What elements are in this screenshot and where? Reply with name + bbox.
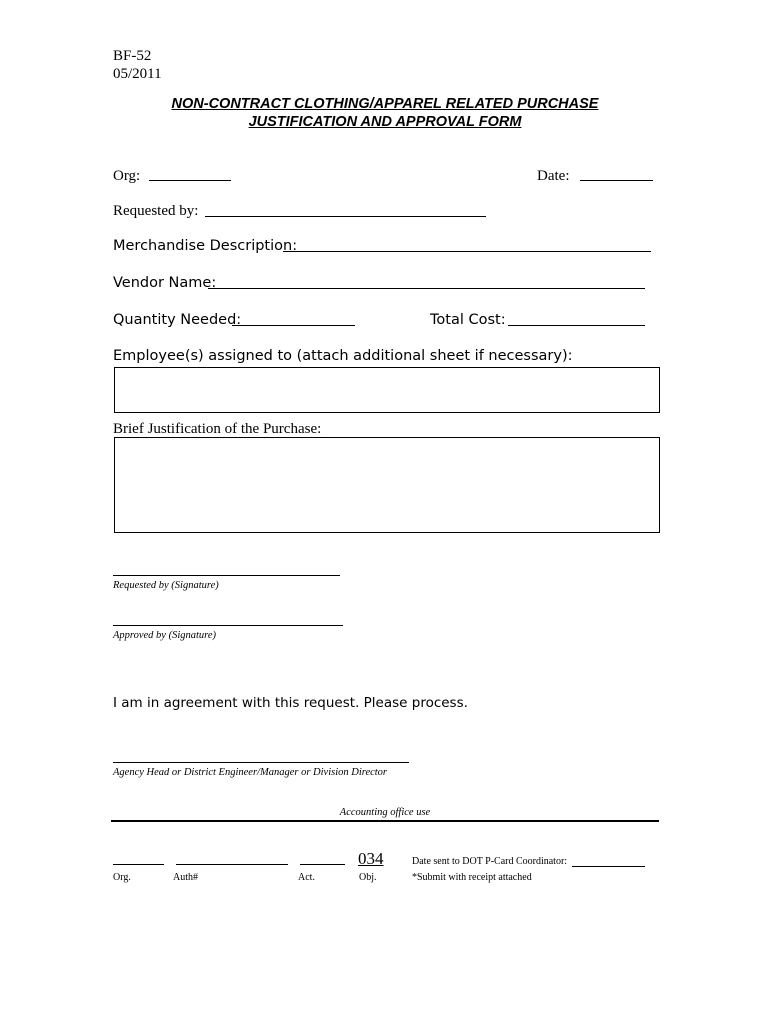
- form-title-line1: NON-CONTRACT CLOTHING/APPAREL RELATED PURCHASE: [171, 96, 599, 112]
- accounting-heading: Accounting office use: [339, 807, 431, 818]
- form-code: BF-52: [113, 48, 152, 64]
- date-sent-label: Date sent to DOT P-Card Coordinator:: [412, 856, 568, 867]
- merchandise-description-label: Merchandise Description:: [113, 238, 298, 254]
- vendor-name-field[interactable]: [208, 288, 645, 289]
- accounting-org-field[interactable]: [113, 864, 164, 865]
- requested-signature-line[interactable]: [113, 575, 340, 576]
- total-cost-label: Total Cost:: [430, 312, 506, 328]
- brief-justification-box[interactable]: [114, 437, 660, 533]
- date-label: Date:: [537, 168, 570, 184]
- accounting-org-label: Org.: [113, 872, 131, 883]
- submit-note: *Submit with receipt attached: [412, 872, 532, 883]
- quantity-needed-field[interactable]: [232, 325, 355, 326]
- accounting-act-field[interactable]: [300, 864, 345, 865]
- merchandise-description-field[interactable]: [283, 251, 651, 252]
- form-title-line2: JUSTIFICATION AND APPROVAL FORM: [248, 114, 522, 130]
- requested-signature-label: Requested by (Signature): [113, 580, 219, 591]
- vendor-name-label: Vendor Name:: [113, 275, 217, 291]
- employees-assigned-label: Employee(s) assigned to (attach additional sheet if necessary):: [113, 348, 573, 364]
- approved-signature-label: Approved by (Signature): [113, 630, 217, 641]
- brief-justification-label: Brief Justification of the Purchase:: [113, 421, 322, 437]
- approved-signature-line[interactable]: [113, 625, 343, 626]
- agreement-statement: I am in agreement with this request. Please process.: [113, 695, 468, 711]
- date-field[interactable]: [580, 180, 653, 181]
- accounting-divider: [111, 820, 659, 822]
- accounting-obj-value: 034: [358, 849, 384, 868]
- date-sent-field[interactable]: [572, 866, 645, 867]
- quantity-needed-label: Quantity Needed:: [113, 312, 242, 328]
- form-date: 05/2011: [113, 66, 162, 82]
- org-label: Org:: [113, 168, 141, 184]
- org-field[interactable]: [149, 180, 231, 181]
- agency-head-signature-label: Agency Head or District Engineer/Manager or Division Director: [113, 767, 388, 778]
- accounting-auth-field[interactable]: [176, 864, 288, 865]
- requested-by-field[interactable]: [205, 216, 486, 217]
- total-cost-field[interactable]: [508, 325, 645, 326]
- requested-by-label: Requested by:: [113, 203, 199, 219]
- accounting-obj-label: Obj.: [359, 872, 377, 883]
- employees-assigned-box[interactable]: [114, 367, 660, 413]
- accounting-act-label: Act.: [298, 872, 315, 883]
- accounting-auth-label: Auth#: [173, 872, 198, 883]
- agency-head-signature-line[interactable]: [113, 762, 409, 763]
